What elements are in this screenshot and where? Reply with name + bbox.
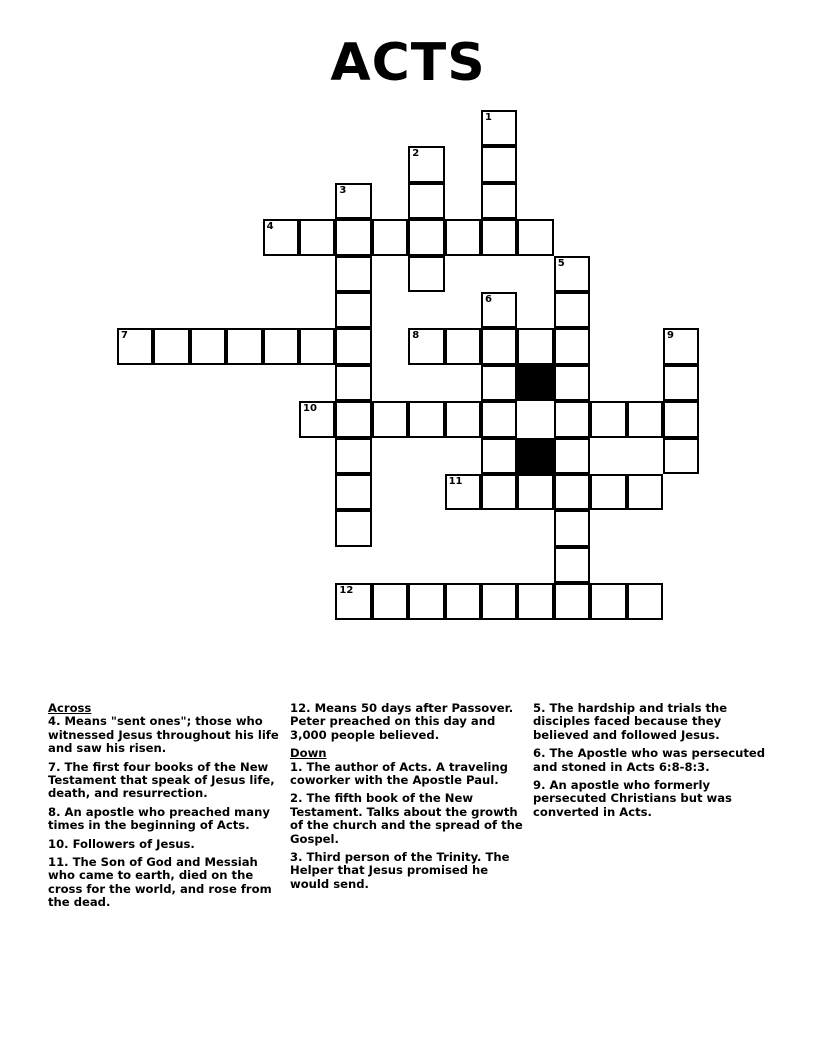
grid-cell[interactable] <box>517 219 553 255</box>
clue-down-3: 3. Third person of the Trinity. The Helper that Jesus promised he would send. <box>290 850 510 891</box>
clue-number: 4 <box>266 221 274 233</box>
grid-cell[interactable] <box>663 438 699 474</box>
clue-number: 1 <box>485 112 492 123</box>
grid-cell[interactable] <box>263 328 299 364</box>
grid-cell[interactable] <box>335 510 371 546</box>
clues-section <box>48 702 778 962</box>
grid-cell[interactable] <box>481 219 517 255</box>
clue-number: 11 <box>448 476 463 487</box>
grid-cell[interactable] <box>372 583 408 619</box>
clue-across-11: 11. The Son of God and Messiah who came to earth, died on the cross for the world, and rose from the dead. <box>48 855 272 910</box>
grid-cell[interactable] <box>663 328 699 364</box>
grid-cell[interactable] <box>481 438 517 474</box>
grid-cell[interactable] <box>408 146 444 182</box>
grid-cell[interactable] <box>590 583 626 619</box>
clue-number: 3 <box>339 184 347 196</box>
grid-cell[interactable] <box>627 401 663 437</box>
clue-number: 10 <box>303 403 317 415</box>
down-heading: Down <box>290 746 327 761</box>
grid-cell[interactable] <box>481 292 517 328</box>
clue-across-10: 10. Followers of Jesus. <box>48 836 195 851</box>
clues-column-1 <box>48 702 286 915</box>
grid-cell[interactable] <box>117 328 153 364</box>
across-heading: Across <box>48 701 92 715</box>
grid-cell[interactable] <box>554 510 590 546</box>
grid-cell[interactable] <box>517 328 553 364</box>
grid-cell[interactable] <box>554 474 590 510</box>
grid-cell[interactable] <box>335 292 371 328</box>
grid-cell[interactable] <box>554 292 590 328</box>
grid-cell[interactable] <box>481 146 517 182</box>
grid-cell[interactable] <box>554 256 590 292</box>
grid-cell[interactable] <box>481 401 517 437</box>
grid-cell[interactable] <box>627 474 663 510</box>
grid-cell[interactable] <box>481 474 517 510</box>
grid-cell[interactable] <box>590 401 626 437</box>
grid-cell[interactable] <box>517 474 553 510</box>
grid-cell[interactable] <box>554 583 590 619</box>
clue-across-8: 8. An apostle who preached many times in the beginning of Acts. <box>48 804 270 833</box>
grid-cell[interactable] <box>481 365 517 401</box>
grid-cell[interactable] <box>335 256 371 292</box>
clue-down-9: 9. An apostle who formerly persecuted Christians but was converted in Acts. <box>533 778 732 819</box>
clue-number: 9 <box>667 330 674 342</box>
grid-cell[interactable] <box>408 256 444 292</box>
grid-cell[interactable] <box>299 401 335 437</box>
grid-cell[interactable] <box>554 365 590 401</box>
clue-number: 5 <box>557 257 565 269</box>
grid-cell[interactable] <box>408 183 444 219</box>
grid-cell[interactable] <box>481 183 517 219</box>
grid-cell[interactable] <box>481 328 517 364</box>
clue-number: 8 <box>412 330 420 342</box>
grid-cell[interactable] <box>335 438 371 474</box>
grid-cell[interactable] <box>299 328 335 364</box>
clue-number: 6 <box>485 294 492 305</box>
grid-cell[interactable] <box>190 328 226 364</box>
clue-down-2: 2. The fifth book of the New Testament. Talks about the growth of the church and the spread of the Gospel. <box>290 791 523 846</box>
clue-down-1: 1. The author of Acts. A traveling coworker with the Apostle Paul. <box>290 759 508 788</box>
clue-down-5: 5. The hardship and trials the disciples faced because they believed and followed Jesus. <box>533 701 728 742</box>
grid-cell[interactable] <box>408 583 444 619</box>
clue-number: 7 <box>121 330 128 342</box>
clue-across-4: 4. Means "sent ones"; those who witnessed Jesus throughout his life and saw his risen. <box>48 714 279 756</box>
page-title: ACTS <box>330 33 486 93</box>
grid-cell[interactable] <box>372 401 408 437</box>
black-cell <box>517 365 553 401</box>
grid-cell[interactable] <box>445 219 481 255</box>
black-cell <box>517 438 553 474</box>
grid-cell[interactable] <box>554 438 590 474</box>
grid-cell[interactable] <box>481 110 517 146</box>
clue-number: 2 <box>412 148 420 160</box>
clues-column-3 <box>533 702 771 824</box>
grid-cell[interactable] <box>263 219 299 255</box>
grid-cell[interactable] <box>445 401 481 437</box>
grid-cell[interactable] <box>335 474 371 510</box>
grid-cell[interactable] <box>335 583 371 619</box>
grid-cell[interactable] <box>554 328 590 364</box>
grid-cell[interactable] <box>408 328 444 364</box>
grid-cell[interactable] <box>335 365 371 401</box>
grid-cell[interactable] <box>335 328 371 364</box>
grid-cell[interactable] <box>335 183 371 219</box>
grid-cell[interactable] <box>554 401 590 437</box>
grid-cell[interactable] <box>445 328 481 364</box>
grid-cell[interactable] <box>299 219 335 255</box>
grid-cell[interactable] <box>517 583 553 619</box>
grid-cell[interactable] <box>408 219 444 255</box>
grid-cell[interactable] <box>663 401 699 437</box>
clue-down-6: 6. The Apostle who was persecuted and stoned in Acts 6:8-8:3. <box>533 746 766 774</box>
grid-cell[interactable] <box>627 583 663 619</box>
clue-number: 12 <box>339 585 354 597</box>
clue-across-7: 7. The first four books of the New Testament that speak of Jesus life, death, and resurrection. <box>48 759 275 801</box>
grid-cell[interactable] <box>408 401 444 437</box>
clue-across-12: 12. Means 50 days after Passover. Peter preached on this day and 3,000 people believed. <box>290 701 514 742</box>
grid-cell[interactable] <box>554 547 590 583</box>
grid-cell[interactable] <box>481 583 517 619</box>
grid-cell[interactable] <box>226 328 262 364</box>
grid-cell[interactable] <box>335 219 371 255</box>
grid-cell[interactable] <box>445 583 481 619</box>
grid-cell[interactable] <box>335 401 371 437</box>
grid-cell[interactable] <box>590 474 626 510</box>
grid-cell[interactable] <box>445 474 481 510</box>
grid-cell[interactable] <box>372 219 408 255</box>
grid-cell[interactable] <box>663 365 699 401</box>
clues-column-2 <box>290 702 528 896</box>
grid-cell[interactable] <box>153 328 189 364</box>
